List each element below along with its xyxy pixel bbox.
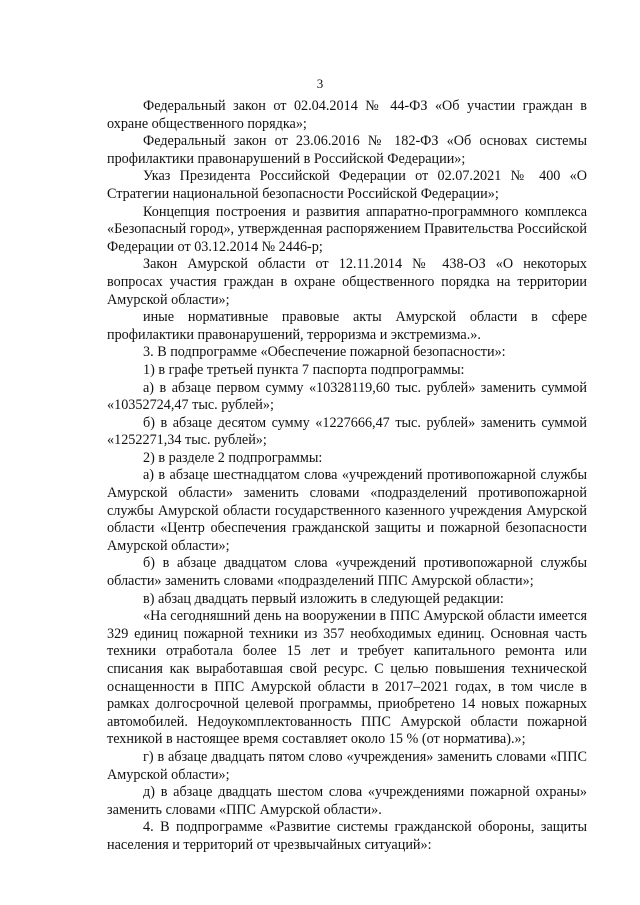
page-number: 3 [316, 76, 324, 91]
paragraph-federal-law-44: Федеральный закон от 02.04.2014 № 44-ФЗ «Об участии граждан в охране общественного порядка»; [107, 98, 587, 132]
paragraph-item-4: 4. В подпрограмме «Развитие системы гражданской обороны, защиты населения и территорий от чрезвычайных ситуаций»: [107, 819, 587, 853]
paragraph-item-3-1-a: а) в абзаце первом сумму «10328119,60 тыс. рублей» заменить суммой «10352724,47 тыс. рублей»; [107, 379, 587, 414]
paragraph-item-3-2-d: д) в абзаце двадцать шестом слова «учреждениями пожарной охраны» заменить словами «ППС Амурской области». [107, 784, 587, 818]
paragraph-item-3-1-b: б) в абзаце десятом сумму «1227666,47 тыс. рублей» заменить суммой «1252271,34 тыс. рублей»; [107, 414, 587, 449]
paragraph-new-wording: «На сегодняшний день на вооружении в ППС Амурской области имеется 329 единиц пожарной техники из 357 необходимых единиц. Основная часть техники отработала более 15 лет и требует капитального ремонта или списания как выработавшая свой ресурс. С целью повышения технической оснащенности в ППС Амурской области в 2017–2021 годах, в том числе в рамках долгосрочной целевой программы, приобретено 14 новых пожарных автомобилей. Недоукомплектованность ППС Амурской области пожарной техникой в настоящее время составляет около 15 % (от норматива).»; [107, 608, 587, 748]
paragraph-other-acts: иные нормативные правовые акты Амурской области в сфере профилактики правонарушений, терроризма и экстремизма.». [107, 309, 587, 343]
paragraph-item-3-2-v: в) абзац двадцать первый изложить в следующей редакции: [143, 590, 504, 607]
paragraph-item-3: 3. В подпрограмме «Обеспечение пожарной безопасности»: [143, 344, 506, 361]
paragraph-item-3-2: 2) в разделе 2 подпрограммы: [143, 449, 323, 466]
document-body [107, 98, 587, 855]
paragraph-amur-law-438: Закон Амурской области от 12.11.2014 № 438-ОЗ «О некоторых вопросах участия граждан в охране общественного порядка на территории Амурской области»; [107, 256, 587, 308]
paragraph-federal-law-182: Федеральный закон от 23.06.2016 № 182-ФЗ «Об основах системы профилактики правонарушений в Российской Федерации»; [107, 133, 587, 167]
paragraph-item-3-2-g: г) в абзаце двадцать пятом слово «учреждения» заменить словами «ППС Амурской области»; [107, 748, 587, 783]
paragraph-item-3-2-b: б) в абзаце двадцатом слова «учреждений противопожарной службы области» заменить словами «подразделений ППС Амурской области»; [107, 555, 587, 590]
paragraph-item-3-2-a: а) в абзаце шестнадцатом слова «учреждений противопожарной службы Амурской области» заменить словами «подразделений противопожарной службы Амурской области государственного казенного учреждения Амурской области «Центр обеспечения гражданской защиты и пожарной безопасности Амурской области»; [107, 467, 587, 554]
paragraph-item-3-1: 1) в графе третьей пункта 7 паспорта подпрограммы: [143, 361, 465, 378]
paragraph-presidential-decree-400: Указ Президента Российской Федерации от 02.07.2021 № 400 «О Стратегии национальной безопасности Российской Федерации»; [107, 168, 587, 202]
paragraph-safe-city-concept: Концепция построения и развития аппаратно-программного комплекса «Безопасный город», утвержденная распоряжением Правительства Российской Федерации от 03.12.2014 № 2446-р; [107, 203, 587, 255]
